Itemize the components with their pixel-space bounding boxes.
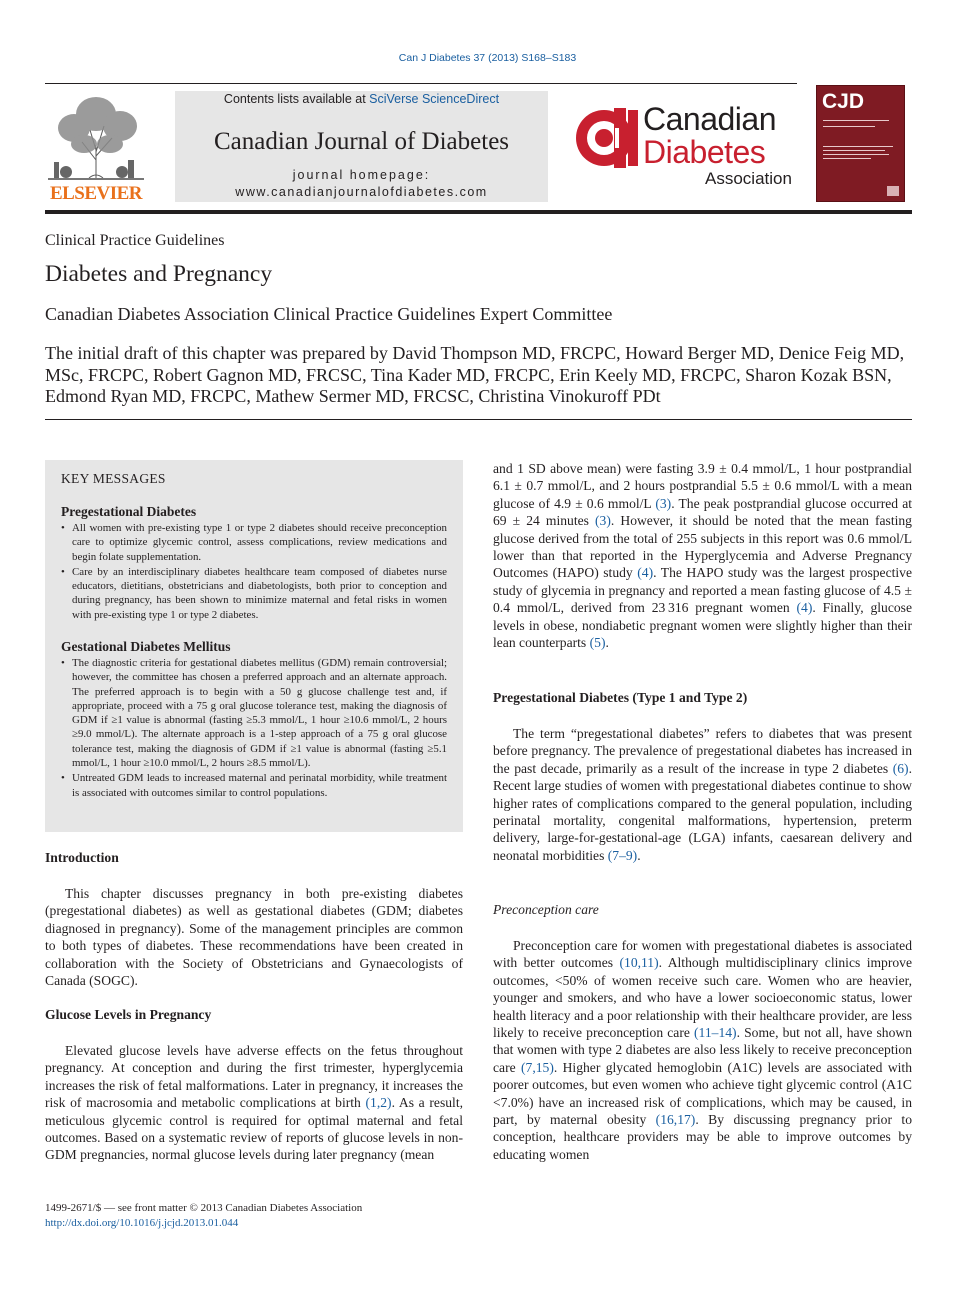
header-rule bbox=[45, 83, 797, 84]
homepage-label: journal homepage: bbox=[292, 168, 431, 182]
list-item: • All women with pre-existing type 1 or type 2 diabetes should receive preconception care to optimize glycemic control, assess complications, review medications and begin folate supplementation. bbox=[61, 521, 447, 564]
cover-title: CJD bbox=[822, 90, 865, 113]
footer-issn: 1499-2671/$ — see front matter © 2013 Canadian Diabetes Association bbox=[45, 1202, 363, 1214]
glucose-continuation-paragraph bbox=[493, 460, 912, 651]
para-text: . Although multidisciplinary clinics improve outcomes, <50% of women receive such care. Women who are heavier, younger and smokers, and who have a lower socioeconomic status, lower health literacy and a poor relationship with their healthcare provider, are less likely to receive preconception care bbox=[493, 955, 913, 1041]
key-messages-gdm-list bbox=[61, 656, 447, 800]
key-messages-pregestational-list bbox=[61, 521, 447, 622]
article-committee: Canadian Diabetes Association Clinical Practice Guidelines Expert Committee bbox=[45, 304, 613, 324]
journal-citation[interactable]: Can J Diabetes 37 (2013) S168–S183 bbox=[398, 52, 577, 64]
cda-wordmark-diabetes: Diabetes bbox=[643, 134, 766, 170]
glucose-text-2: . As a result, meticulous glycemic control is required for optimal maternal and fetal outcomes. Based on a systematic review of reports of glucose levels in non-GDM pregnancies, normal glucose levels during later pregnancy (mean bbox=[45, 1095, 463, 1163]
glucose-levels-paragraph bbox=[45, 1042, 463, 1164]
para-text: . By discussing pregnancy prior to conception, healthcare providers may be able to improve outcomes by educating women bbox=[493, 1112, 912, 1162]
reference-link[interactable]: (6) bbox=[892, 760, 909, 776]
para-text: . The HAPO study was the largest prospective study of glycemia in pregnancy and reported a mean fasting glucose of 4.5 ± 0.4 mmol/L, derived from 23 316 pregnant women bbox=[493, 565, 912, 616]
pregestational-paragraph bbox=[493, 725, 912, 864]
preconception-heading: Preconception care bbox=[493, 902, 599, 917]
para-text: and 1 SD above mean) were fasting 3.9 ± 0.4 mmol/L, 1 hour postprandial 6.1 ± 0.7 mmol/L, and 2 hours postprandial 5.5 ± 0.6 mmol/L with a mean glucose of 4.9 ± 0.6 mmol/L bbox=[493, 461, 912, 511]
authors-rule bbox=[45, 419, 912, 420]
reference-link[interactable]: (10,11) bbox=[619, 955, 659, 971]
article-section: Clinical Practice Guidelines bbox=[45, 232, 225, 249]
para-text: Preconception care for women with pregestational diabetes is associated with better outcomes bbox=[493, 938, 912, 971]
para-text: . Recent large studies of women with pregestational diabetes continue to show higher rates of complications compared to the general population, including perinatal mortality, congenital malformations, hypertension, preterm delivery, large-for-gestational-age (LGA) infants, caesarean delivery and neonatal morbidities bbox=[493, 760, 912, 863]
para-text: . Some, but not all, have shown that women with type 2 diabetes are also less likely to receive preconception care bbox=[493, 1025, 912, 1075]
para-text: The term “pregestational diabetes” refers to diabetes that was present before pregnancy. The prevalence of pregestational diabetes has increased in the past decade, primarily as a result of the increase in type 2 diabetes bbox=[493, 726, 912, 776]
cda-logo-icon bbox=[574, 106, 642, 170]
reference-link[interactable]: (16,17) bbox=[655, 1112, 696, 1128]
sciencedirect-link[interactable]: SciVerse ScienceDirect bbox=[369, 92, 500, 106]
para-text: . bbox=[637, 847, 641, 863]
reference-link[interactable]: (3) bbox=[595, 513, 611, 529]
para-text: . The peak postprandial glucose occurred at 69 ± 24 minutes bbox=[493, 495, 913, 529]
preconception-paragraph bbox=[493, 937, 912, 1163]
para-text: . However, it should be noted that the mean fasting glucose derived from the total of 255 subjects in this report was 0.6 mmol/L lower than that reported in the Hyperglycemia and Adverse Pregnancy Outcomes (HAPO) study bbox=[493, 513, 912, 581]
reference-link[interactable]: (4) bbox=[637, 565, 654, 581]
para-text: . bbox=[605, 635, 609, 651]
footer-doi-link[interactable]: http://dx.doi.org/10.1016/j.jcjd.2013.01.044 bbox=[45, 1217, 239, 1229]
contents-line bbox=[175, 92, 548, 106]
reference-link[interactable]: (5) bbox=[589, 635, 606, 651]
cda-wordmark-association: Association bbox=[705, 169, 792, 188]
homepage-url[interactable]: www.canadianjournalofdiabetes.com bbox=[235, 185, 488, 199]
list-item: • Care by an interdisciplinary diabetes healthcare team composed of diabetes nurse educators, dietitians, obstetricians and diabetologists, both prior to conception and during pregnancy, has been shown to minimize maternal and fetal risks in women with pre-existing type 1 or type 2 diabetes. bbox=[61, 565, 447, 622]
reference-link[interactable]: (11–14) bbox=[694, 1025, 737, 1041]
reference-link[interactable]: (3) bbox=[655, 495, 672, 511]
reference-link[interactable]: (4) bbox=[796, 600, 813, 616]
reference-link[interactable]: (7,15) bbox=[521, 1059, 554, 1075]
para-text: . Higher glycated hemoglobin (A1C) levels are associated with poorer outcomes, but even women who achieve tight glycemic control (A1C <7.0%) have an increased risk of complications, which may be caused, in part, by maternal obesity bbox=[493, 1059, 912, 1128]
reference-link[interactable]: (7–9) bbox=[607, 847, 638, 863]
header-thick-rule bbox=[45, 210, 912, 214]
para-text: . Finally, glucose levels in obese, nondiabetic pregnant women were slightly higher than their lean counterparts bbox=[493, 600, 912, 651]
key-messages-pregestational-heading: Pregestational Diabetes bbox=[61, 504, 197, 519]
introduction-paragraph bbox=[45, 885, 463, 989]
introduction-text: This chapter discusses pregnancy in both pre-existing diabetes (pregestational diabetes) as well as gestational diabetes (GDM; diabetes diagnosed in pregnancy). Some of the management principles are common to both types of diabetes. These recommendations have been created in collaboration with the Society of Obstetricians and Gynaecologists of Canada (SOGC). bbox=[45, 886, 463, 989]
glucose-levels-heading: Glucose Levels in Pregnancy bbox=[45, 1007, 212, 1022]
contents-prefix: Contents lists available at bbox=[223, 92, 370, 106]
key-messages-gdm-heading: Gestational Diabetes Mellitus bbox=[61, 639, 231, 654]
elsevier-wordmark: ELSEVIER bbox=[49, 183, 143, 204]
key-messages-title: KEY MESSAGES bbox=[61, 471, 166, 486]
glucose-text-1: Elevated glucose levels have adverse effects on the fetus throughout pregnancy. At conception and during the first trimester, hyperglycemia increases the risk of fetal malformations. Later in pregnancy, it increases the risk of macrosomia and metabolic complications at birth bbox=[45, 1043, 463, 1111]
journal-name: Canadian Journal of Diabetes bbox=[213, 128, 510, 155]
pregestational-heading: Pregestational Diabetes (Type 1 and Type 2) bbox=[493, 690, 748, 705]
reference-link[interactable]: (1,2) bbox=[365, 1095, 392, 1111]
article-authors: The initial draft of this chapter was prepared by David Thompson MD, FRCPC, Howard Berger MD, Denice Feig MD, MSc, FRCPC, Robert Gagnon MD, FRCSC, Tina Kader MD, FRCPC, Erin Keely MD, FRCPC, Sharon Kozak BSN, Edmond Ryan MD, FRCPC, Mathew Sermer MD, FRCSC, Christina Vinokuroff PDt bbox=[45, 343, 905, 406]
cda-wordmark-canadian: Canadian bbox=[643, 101, 776, 137]
list-item: • The diagnostic criteria for gestational diabetes mellitus (GDM) remain controversial; however, the committee has chosen a preferred approach and an alternate approach. The preferred approach is to begin with a 50 g glucose challenge test and, if appropriate, proceed with a 75 g oral glucose tolerance test, making the diagnosis of GDM if ≥1 value is abnormal (fasting ≥5.3 mmol/L, 1 hour ≥10.6 mmol/L, 2 hours ≥9.0 mmol/L). The alternate approach is a 1-step approach of a 75 g oral glucose tolerance test, making the diagnosis of GDM if ≥1 value is abnormal (fasting ≥5.1 mmol/L, 1 hour ≥10.0 mmol/L, 2 hours ≥8.5 mmol/L). bbox=[61, 656, 447, 770]
introduction-heading: Introduction bbox=[45, 850, 119, 865]
list-item: • Untreated GDM leads to increased maternal and perinatal morbidity, while treatment is associated with outcomes similar to control populations. bbox=[61, 771, 447, 800]
article-title: Diabetes and Pregnancy bbox=[45, 261, 273, 287]
